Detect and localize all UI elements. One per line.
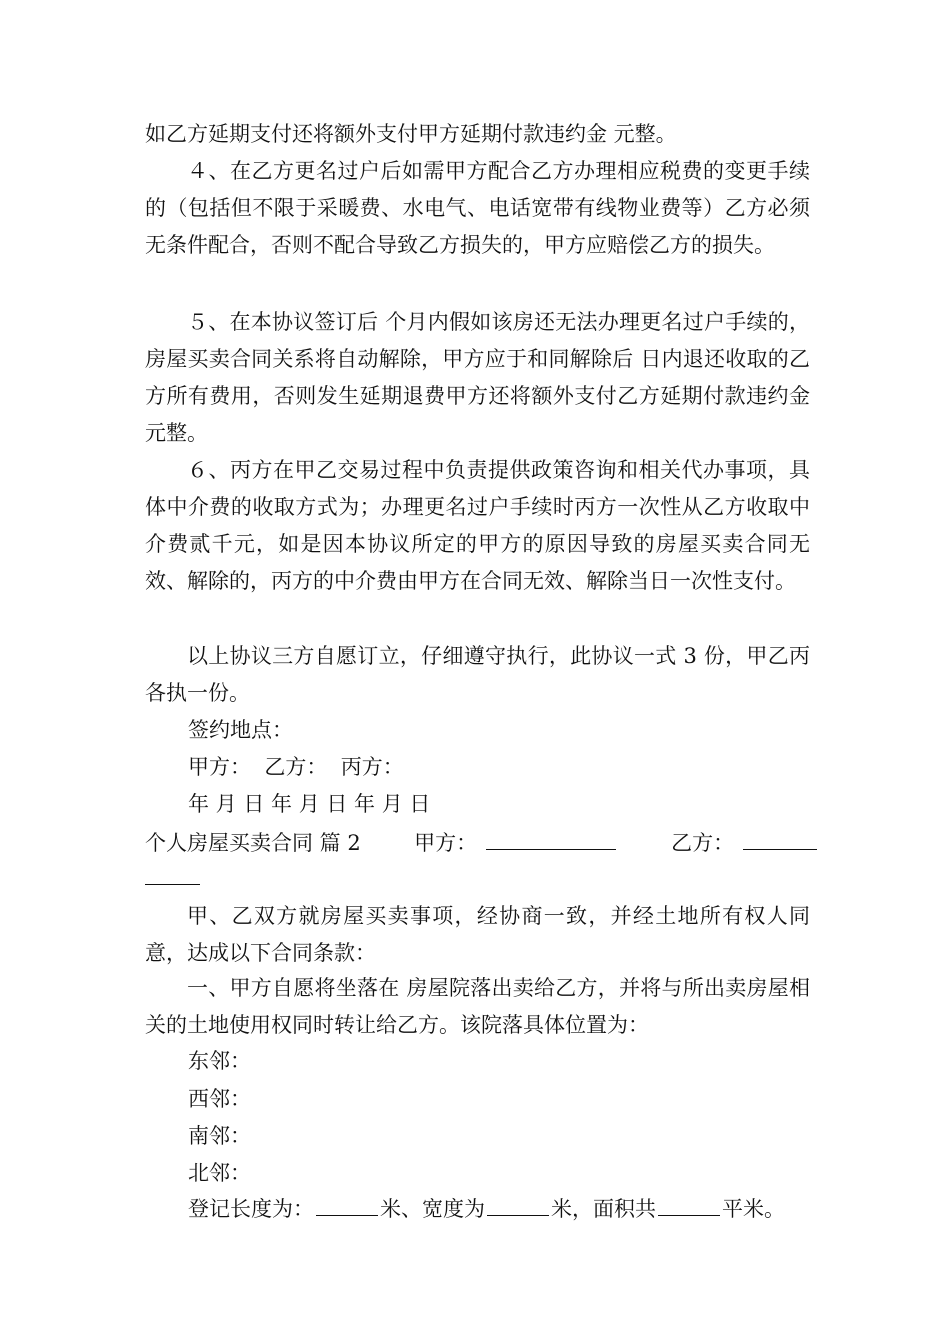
sign-place-line: 签约地点： (188, 718, 293, 742)
paragraph-clause-5: ５、在本协议签订后 个月内假如该房还无法办理更名过户手续的，房屋买卖合同关系将自动解除，甲方应于和同解除后 日内退还收取的乙方所有费用，否则发生延期退费甲方还将额外支付乙方延期付款违约金 元整。 (145, 310, 810, 445)
section-2-clause-1: 一、甲方自愿将坐落在 房屋院落出卖给乙方，并将与所出卖房屋相关的土地使用权同时转让给乙方。该院落具体位置为： (145, 976, 810, 1037)
parties-line: 甲方： 乙方： 丙方： (188, 755, 404, 779)
section-2-heading (145, 826, 815, 860)
paragraph-penalty-continuation: 如乙方延期支付还将额外支付甲方延期付款违约金 元整。 (145, 122, 677, 146)
south-neighbor: 南邻： (188, 1124, 251, 1148)
party-b-label: 乙方： (671, 831, 735, 855)
party-a-blank (486, 848, 616, 850)
paragraph-agreement-copies: 以上协议三方自愿订立，仔细遵守执行，此协议一式 3 份，甲乙丙各执一份。 (145, 644, 810, 705)
section-2-title: 个人房屋买卖合同 篇 2 (145, 831, 361, 855)
paragraph-clause-6: ６、丙方在甲乙交易过程中负责提供政策咨询和相关代办事项，具体中介费的收取方式为；办理更名过户手续时丙方一次性从乙方收取中介费贰千元，如是因本协议所定的甲方的原因导致的房屋买卖合同无效、解除的，丙方的中介费由甲方在合同无效、解除当日一次性支付。 (145, 458, 810, 593)
party-a-label: 甲方： (414, 831, 478, 855)
party-b-blank (743, 848, 817, 850)
section-2-intro: 甲、乙双方就房屋买卖事项，经协商一致，并经土地所有权人同意，达成以下合同条款： (145, 904, 810, 965)
registered-dimensions-line (188, 1191, 785, 1228)
area-blank (658, 1214, 720, 1216)
reg-area-label: 米，面积共 (551, 1197, 656, 1221)
party-b-blank-continuation (145, 884, 200, 885)
reg-length-label: 登记长度为： (188, 1197, 314, 1221)
west-neighbor: 西邻： (188, 1087, 251, 1111)
dates-line: 年 月 日 年 月 日 年 月 日 (188, 792, 431, 816)
width-blank (487, 1214, 549, 1216)
north-neighbor: 北邻： (188, 1161, 251, 1185)
paragraph-clause-4: ４、在乙方更名过户后如需甲方配合乙方办理相应税费的变更手续的（包括但不限于采暖费、水电气、电话宽带有线物业费等）乙方必须无条件配合，否则不配合导致乙方损失的，甲方应赔偿乙方的损失。 (145, 159, 810, 257)
length-blank (316, 1214, 378, 1216)
reg-width-label: 米、宽度为 (380, 1197, 485, 1221)
east-neighbor: 东邻： (188, 1049, 251, 1073)
reg-area-unit: 平米。 (722, 1197, 785, 1221)
